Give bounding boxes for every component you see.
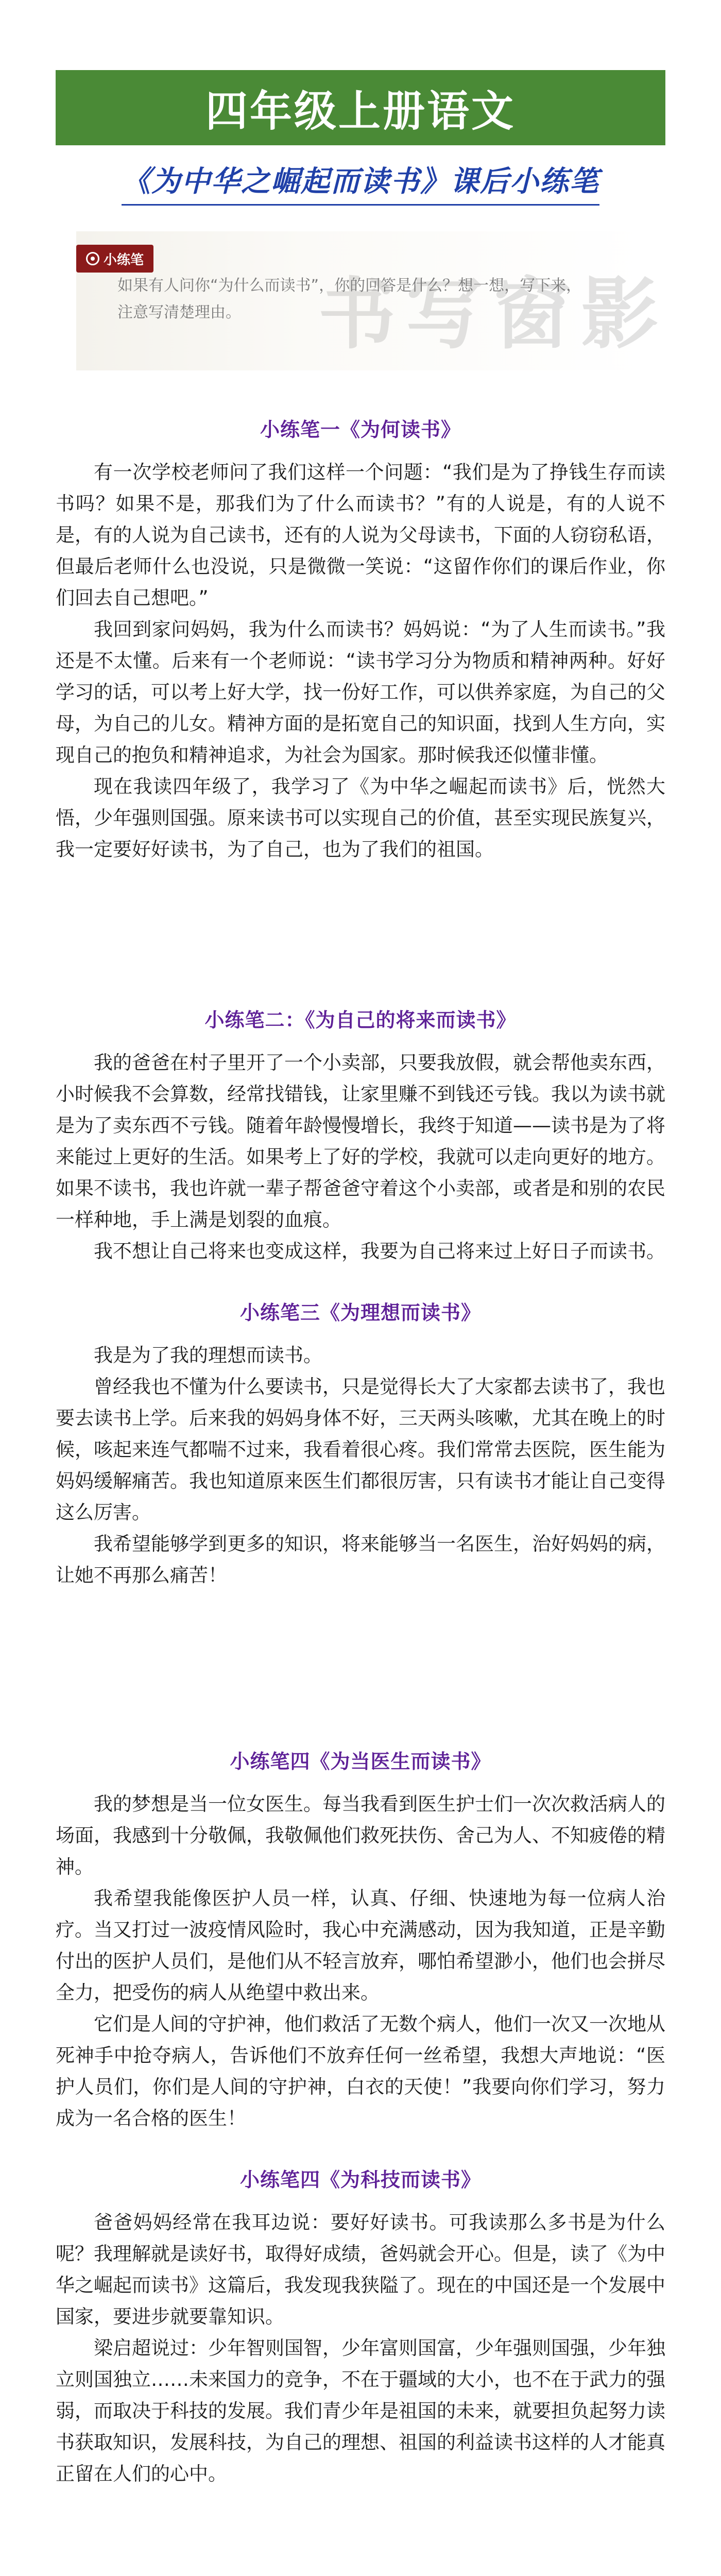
header-banner (56, 70, 665, 145)
brush-decoration: 写 (406, 269, 484, 360)
paragraph: 曾经我也不懂为什么要读书，只是觉得长大了大家都去读书了，我也要去读书上学。后来我的妈妈身体不好，三天两头咳嗽，尤其在晚上的时候，咳起来连气都喘不过来，我看着很心疼。我们常常去医院，医生能为妈妈缓解痛苦。我也知道原来医生们都很厉害，只有读书才能让自己变得这么厉害。 (56, 1376, 665, 1523)
section-title: 小练笔三《为理想而读书》 (239, 1301, 481, 1324)
paragraph: 爸爸妈妈经常在我耳边说：要好好读书。可我读那么多书是为什么呢？我理解就是读好书，取得好成绩，爸妈就会开心。但是，读了《为中华之崛起而读书》这篇后，我发现我狭隘了。现在的中国还是一个发展中国家，要进步就要靠知识。 (56, 2211, 665, 2328)
section (56, 2164, 665, 2489)
prompt-banner (76, 231, 659, 370)
exercise-logo (76, 245, 153, 273)
paragraph: 我的梦想是当一位女医生。每当我看到医生护士们一次次救活病人的场面，我感到十分敬佩，我敬佩他们救死扶伤、舍己为人、不知疲倦的精神。 (56, 1793, 665, 1878)
logo-label: 小练笔 (103, 252, 144, 268)
paragraph: 有一次学校老师问了我们这样一个问题：“我们是为了挣钱生存而读书吗？如果不是，那我们为了什么而读书？”有的人说是，有的人说不是，有的人说为自己读书，还有的人说为父母读书，下面的人窃窃私语，但最后老师什么也没说，只是微微一笑说：“这留作你们的课后作业，你们回去自己想吧。” (56, 461, 665, 609)
brush-decoration: 窗 (493, 269, 571, 360)
page (0, 70, 721, 2576)
section (56, 414, 665, 865)
paragraph: 我希望能够学到更多的知识，将来能够当一名医生，治好妈妈的病，让她不再那么痛苦！ (56, 1533, 665, 1586)
brush-decoration: 书 (318, 269, 396, 360)
paragraph: 我希望我能像医护人员一样，认真、仔细、快速地为每一位病人治疗。当又打过一波疫情风险时，我心中充满感动，因为我知道，正是辛勤付出的医护人员们，是他们从不轻言放弃，哪怕希望渺小，他们也会拼尽全力，把受伤的病人从绝望中救出来。 (56, 1887, 665, 2004)
paragraph: 现在我读四年级了，我学习了《为中华之崛起而读书》后，恍然大悟，少年强则国强。原来读书可以实现自己的价值，甚至实现民族复兴，我一定要好好读书，为了自己，也为了我们的祖国。 (56, 775, 665, 860)
page-title: 四年级上册语文 (205, 87, 516, 136)
paragraph: 我是为了我的理想而读书。 (94, 1344, 322, 1366)
section-title: 小练笔四《为当医生而读书》 (230, 1750, 491, 1773)
paragraph: 梁启超说过：少年智则国智，少年富则国富，少年强则国强，少年独立则国独立……未来国力的竞争，不在于疆域的大小，也不在于武力的强弱，而取决于科技的发展。我们青少年是祖国的未来，就要担负起努力读书获取知识，发展科技，为自己的理想、祖国的利益读书这样的人才能真正留在人们的心中。 (56, 2337, 665, 2485)
section (56, 1004, 665, 1267)
section (56, 1297, 665, 1591)
paragraph: 我不想让自己将来也变成这样，我要为自己将来过上好日子而读书。 (94, 1240, 665, 1262)
brush-decoration: 影 (581, 269, 659, 360)
paragraph: 我的爸爸在村子里开了一个小卖部，只要我放假，就会帮他卖东西，小时候我不会算数，经常找错钱，让家里赚不到钱还亏钱。我以为读书就是为了卖东西不亏钱。随着年龄慢慢增长，我终于知道——读书是为了将来能过上更好的生活。如果考上了好的学校，我就可以走向更好的地方。如果不读书，我也许就一辈子帮爸爸守着这个小卖部，或者是和别的农民一样种地，手上满是划裂的血痕。 (56, 1052, 665, 1231)
paragraph: 我回到家问妈妈，我为什么而读书？妈妈说：“为了人生而读书。”我还是不太懂。后来有一个老师说：“读书学习分为物质和精神两种。好好学习的话，可以考上好大学，找一份好工作，可以供养家庭，为自己的父母，为自己的儿女。精神方面的是拓宽自己的知识面，找到人生方向，实现自己的抱负和精神追求，为社会为国家。那时候我还似懂非懂。 (56, 618, 665, 766)
section-title: 小练笔二：《为自己的将来而读书》 (204, 1009, 517, 1031)
paragraph: 它们是人间的守护神，他们救活了无数个病人，他们一次又一次地从死神手中抢夺病人，告诉他们不放弃任何一丝希望，我想大声地说：“医护人员们，你们是人间的守护神，白衣的天使！”我要向你们学习，努力成为一名合格的医生！ (56, 2013, 665, 2129)
subtitle-wrap (56, 159, 665, 206)
section (56, 1745, 665, 2134)
logo-mark-icon (86, 252, 99, 265)
page-subtitle: 《为中华之崛起而读书》课后小练笔 (122, 159, 599, 206)
section-title: 小练笔一《为何读书》 (260, 418, 461, 441)
prompt-text: 如果有人问你“为什么而读书”，你的回答是什么？想一想，写下来，注意写清楚理由。 (117, 277, 582, 321)
section-title: 小练笔四《为科技而读书》 (239, 2168, 481, 2191)
